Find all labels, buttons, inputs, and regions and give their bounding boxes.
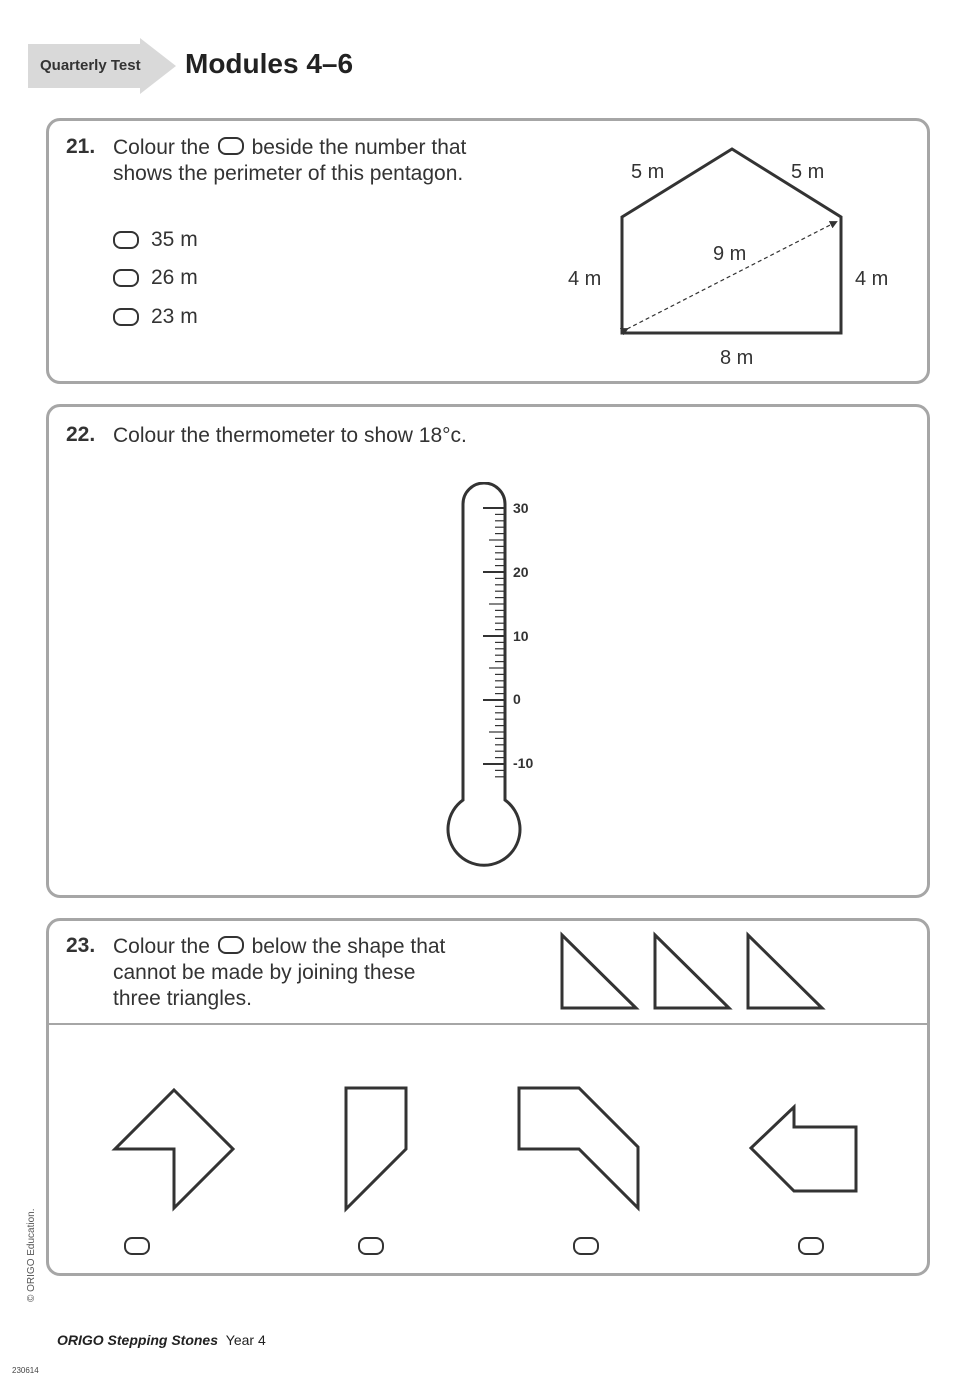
series-name: ORIGO Stepping Stones [57,1332,219,1348]
triangle-piece [655,935,729,1008]
choice-shape-d [751,1107,856,1191]
header-tag-label: Quarterly Test [40,57,141,74]
question-22-text: Colour the thermometer to show 18°c. [113,424,467,447]
triangle-piece [562,935,636,1008]
thermometer-outline [448,483,520,865]
choice-shape-c [519,1088,638,1208]
footer-series [57,1332,266,1348]
triangle-piece [748,935,822,1008]
question-text-part: beside the number that [251,136,467,159]
oval-symbol-icon [218,137,244,155]
question-number: 22. [66,423,96,446]
page-title: Modules 4–6 [185,48,354,79]
scale-label: 30 [513,500,529,516]
label-top-left: 5 m [631,161,665,183]
oval-symbol-icon [218,936,244,954]
label-left: 4 m [568,268,602,290]
year-label: Year 4 [225,1332,266,1348]
answer-bubble[interactable] [113,269,139,287]
question-22-panel [46,404,930,898]
answer-bubble-d[interactable] [798,1237,824,1255]
answer-bubble[interactable] [113,308,139,326]
header-tag [28,38,178,94]
three-triangles [554,929,854,1019]
question-23-text [113,934,445,1012]
answer-bubble-c[interactable] [573,1237,599,1255]
question-text-part: three triangles. [113,987,252,1010]
label-bottom: 8 m [720,347,754,369]
question-23-panel [46,918,930,1276]
shape-choices [49,1071,929,1281]
divider [49,1023,927,1025]
answer-bubble-a[interactable] [124,1237,150,1255]
label-right: 4 m [855,268,889,290]
question-text-part: shows the perimeter of this pentagon. [113,162,464,185]
option-label: 23 m [151,305,198,328]
question-text-part: Colour the [113,136,210,159]
label-diagonal: 9 m [713,243,747,265]
scale-label: 10 [513,628,529,644]
option-label: 26 m [151,266,198,289]
answer-option[interactable] [113,228,198,252]
scale-label: 20 [513,564,529,580]
pentagon-diagram [549,121,949,381]
question-text-part: Colour the [113,935,210,958]
diagonal-line [627,222,836,329]
question-text-part: below the shape that [251,935,446,958]
copyright: © ORIGO Education. [26,1208,37,1302]
footer-code: 230614 [12,1366,39,1375]
choice-shape-a [115,1090,233,1208]
question-number: 23. [66,934,96,957]
question-number: 21. [66,135,96,158]
choice-shape-b [346,1088,406,1209]
answer-bubble[interactable] [113,231,139,249]
question-21-text [113,135,466,187]
answer-option[interactable] [113,266,198,290]
answer-option[interactable] [113,305,198,329]
label-top-right: 5 m [791,161,825,183]
question-text-part: cannot be made by joining these [113,961,416,984]
answer-bubble-b[interactable] [358,1237,384,1255]
scale-label: 0 [513,691,521,707]
question-21-panel [46,118,930,384]
option-label: 35 m [151,228,198,251]
thermometer[interactable] [439,482,579,882]
scale-label: -10 [513,755,534,771]
